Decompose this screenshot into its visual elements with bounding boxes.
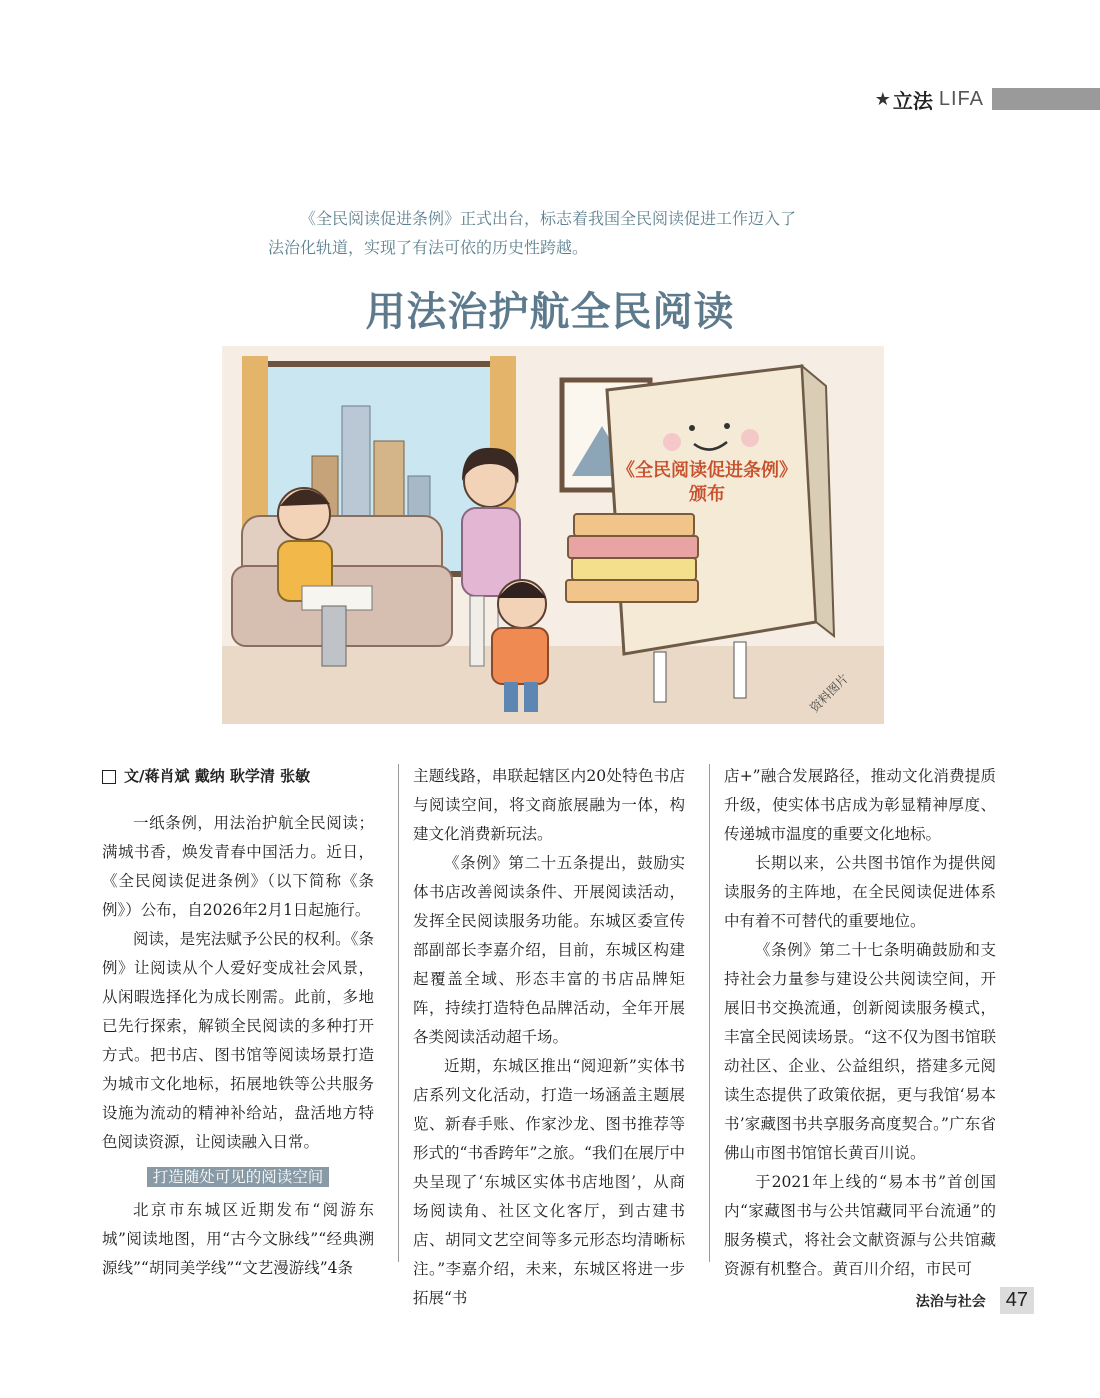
paragraph: 《条例》第二十五条提出，鼓励实体书店改善阅读条件、开展阅读活动，发挥全民阅读服务功能。东城区委宣传部副部长李嘉介绍，目前，东城区构建起覆盖全域、形态丰富的书店品牌矩阵，持续打造特色品牌活动，全年开展各类阅读活动超千场。 [413, 854, 685, 1046]
byline [102, 762, 374, 791]
paragraph-continued: 主题线路，串联起辖区内20处特色书店与阅读空间，将文商旅展融为一体，构建文化消费新玩法。 [413, 767, 685, 843]
section-name: 立法 [892, 88, 933, 113]
article-column-2 [413, 762, 685, 1313]
paragraph: 阅读，是宪法赋予公民的权利。《条例》让阅读从个人爱好变成社会风景，从闲暇选择化为成长刚需。此前，多地已先行探索，解锁全民阅读的多种打开方式。把书店、图书馆等阅读场景打造为城市文化地标，拓展地铁等公共服务设施为流动的精神补给站，盘活地方特色阅读资源，让阅读融入日常。 [102, 930, 374, 1151]
paragraph: 《条例》第二十七条明确鼓励和支持社会力量参与建设公共阅读空间，开展旧书交换流通，创新阅读服务模式，丰富全民阅读场景。“这不仅为图书馆联动社区、企业、公益组织，搭建多元阅读生态提供了政策依据，更与我馆‘易本书’家藏图书共享服务高度契合。”广东省佛山市图书馆馆长黄百川说。 [724, 941, 996, 1162]
section-header [875, 86, 1100, 112]
illustration-book-subtitle: 颁布 [689, 484, 725, 505]
illustration-credit: 资料图片 [807, 671, 852, 716]
lead-paragraph [268, 204, 838, 262]
subheading [102, 1163, 374, 1192]
lead-line-1: 《全民阅读促进条例》正式出台，标志着我国全民阅读促进工作迈入了 [300, 209, 797, 228]
column-divider-1 [398, 764, 399, 1262]
paragraph: 长期以来，公共图书馆作为提供阅读服务的主阵地，在全民阅读促进体系中有着不可替代的重要地位。 [724, 854, 996, 930]
article-column-3 [724, 762, 996, 1284]
paragraph: 北京市东城区近期发布“阅游东城”阅读地图，用“古今文脉线”“经典溯源线”“胡同美学线”“文艺漫游线”4条 [102, 1201, 374, 1277]
section-bar [992, 88, 1100, 110]
section-name-latin: LIFA [938, 87, 984, 110]
paragraph: 一纸条例，用法治护航全民阅读；满城书香，焕发青春中国活力。近日，《全民阅读促进条例》（以下简称《条例》）公布，自2026年2月1日起施行。 [102, 814, 374, 919]
paragraph: 近期，东城区推出“阅迎新”实体书店系列文化活动，打造一场涵盖主题展览、新春手账、作家沙龙、图书推荐等形式的“书香跨年”之旅。“我们在展厅中央呈现了‘东城区实体书店地图’，从商场阅读角、社区文化客厅，到古建书店、胡同文艺空间等多元形态均清晰标注。”李嘉介绍，未来，东城区将进一步拓展“书 [413, 1057, 685, 1307]
page-number: 47 [1000, 1287, 1034, 1314]
magazine-name: 法治与社会 [915, 1293, 986, 1310]
article-title: 用法治护航全民阅读 [365, 289, 735, 335]
lead-line-2: 法治化轨道，实现了有法可依的历史性跨越。 [268, 238, 589, 257]
square-icon [102, 770, 116, 784]
paragraph: 于2021年上线的“易本书”首创国内“家藏图书与公共馆藏同平台流通”的服务模式，将社会文献资源与公共馆藏资源有机整合。黄百川介绍，市民可 [724, 1173, 996, 1278]
illustration-book-title: 《全民阅读促进条例》 [617, 460, 797, 481]
page-footer [916, 1287, 1034, 1314]
illustration [222, 346, 884, 724]
star-icon: ★ [874, 88, 891, 110]
article-column-1 [102, 762, 374, 1283]
byline-text: 文/蒋肖斌 戴纳 耿学清 张敏 [124, 767, 311, 785]
column-divider-2 [709, 764, 710, 1262]
subheading-text: 打造随处可见的阅读空间 [147, 1167, 330, 1187]
paragraph-continued: 店+”融合发展路径，推动文化消费提质升级，使实体书店成为彰显精神厚度、传递城市温度的重要文化地标。 [724, 767, 996, 843]
